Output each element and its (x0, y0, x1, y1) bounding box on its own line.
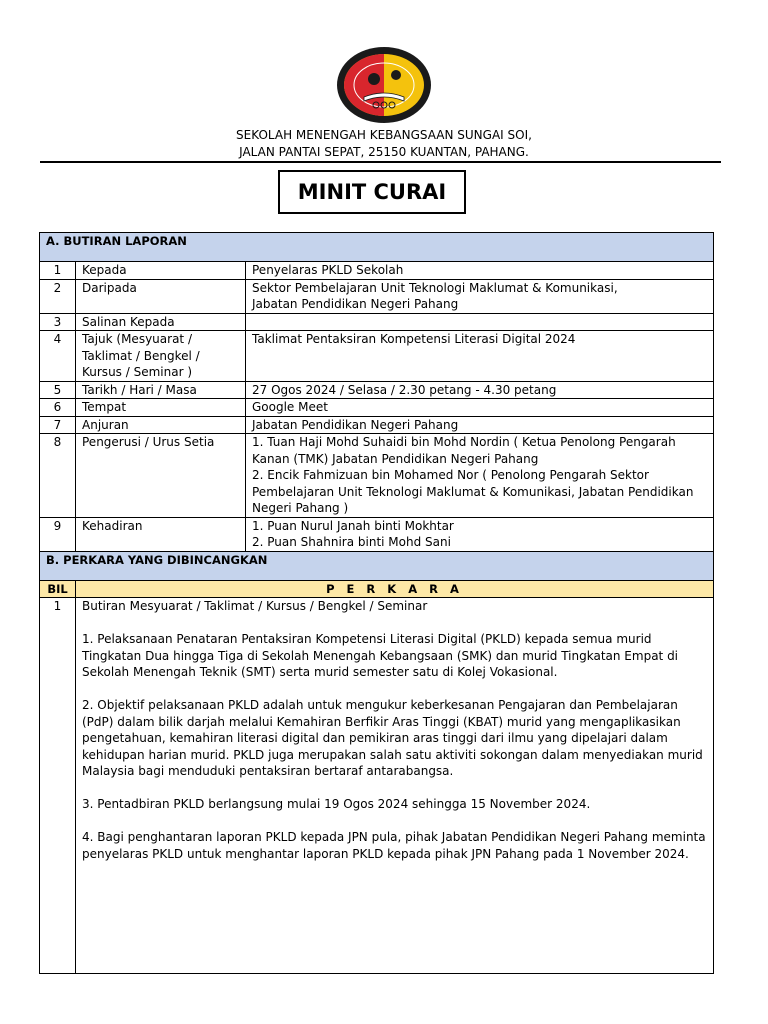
report-row-no: 8 (40, 434, 76, 518)
report-row-value-line: Taklimat Pentaksiran Kompetensi Literasi Digital 2024 (252, 332, 576, 346)
perkara-content (76, 598, 714, 974)
col-bil-header: BIL (40, 580, 76, 598)
report-row-label: Daripada (76, 279, 246, 313)
header-divider (40, 161, 721, 163)
perkara-paragraph-1: 1. Pelaksanaan Penataran Pentaksiran Kompetensi Literasi Digital (PKLD) kepada semua murid Tingkatan Dua hingga Tiga di Sekolah Menengah Kebangsaan (SMK) dan murid Tingkatan Empat di Sekolah Menengah Teknik (SMT) serta murid semester satu di Kolej Vokasional. (82, 632, 679, 679)
report-row (40, 331, 714, 382)
report-row-value (246, 399, 714, 417)
report-row (40, 416, 714, 434)
report-row (40, 262, 714, 280)
report-row-value (246, 279, 714, 313)
report-row (40, 517, 714, 551)
report-row-value (246, 517, 714, 551)
report-row-no: 6 (40, 399, 76, 417)
report-row-value (246, 331, 714, 382)
school-logo (334, 45, 434, 125)
school-name: SEKOLAH MENENGAH KEBANGSAAN SUNGAI SOI, (236, 128, 532, 142)
school-address: JALAN PANTAI SEPAT, 25150 KUANTAN, PAHANG. (239, 145, 529, 159)
report-row-value-line: Sektor Pembelajaran Unit Teknologi Maklumat & Komunikasi, (252, 280, 618, 295)
report-row-no: 3 (40, 313, 76, 331)
perkara-paragraph-4: 4. Bagi penghantaran laporan PKLD kepada JPN pula, pihak Jabatan Pendidikan Negeri Pahang meminta penyelaras PKLD untuk menghantar laporan PKLD kepada pihak JPN Pahang pada 1 November 2024. (82, 830, 706, 861)
report-row-value-line: 1. Tuan Haji Mohd Suhaidi bin Mohd Nordin ( Ketua Penolong Pengarah Kanan (TMK) Jabatan Pendidikan Negeri Pahang (252, 435, 676, 466)
perkara-row (40, 598, 714, 974)
report-row-value (246, 381, 714, 399)
report-row-label: Kepada (76, 262, 246, 280)
report-row (40, 279, 714, 313)
report-row-value-line: 2. Encik Fahmizuan bin Mohamed Nor ( Penolong Pengarah Sektor Pembelajaran Unit Teknologi Maklumat & Komunikasi, Jabatan Pendidikan Negeri Pahang ) (252, 468, 694, 515)
report-row-label: Tempat (76, 399, 246, 417)
section-a-heading: A. BUTIRAN LAPORAN (40, 233, 714, 262)
report-row-no: 2 (40, 279, 76, 313)
report-row-no: 1 (40, 262, 76, 280)
report-row-no: 4 (40, 331, 76, 382)
minit-table (39, 232, 714, 974)
report-row-value-line: Jabatan Pendidikan Negeri Pahang (252, 297, 459, 311)
report-row-value-line: 1. Puan Nurul Janah binti Mokhtar (252, 518, 454, 533)
report-row-value (246, 416, 714, 434)
report-row-no: 9 (40, 517, 76, 551)
report-row-label: Tarikh / Hari / Masa (76, 381, 246, 399)
report-row (40, 434, 714, 518)
report-row-no: 5 (40, 381, 76, 399)
section-a-heading-row (40, 233, 714, 262)
perkara-header-row (40, 580, 714, 598)
report-row-value (246, 262, 714, 280)
report-row-value (246, 313, 714, 331)
section-b-heading: B. PERKARA YANG DIBINCANGKAN (40, 551, 714, 580)
section-b-heading-row (40, 551, 714, 580)
report-row-value-line: Google Meet (252, 400, 328, 414)
report-row-label: Tajuk (Mesyuarat / Taklimat / Bengkel / Kursus / Seminar ) (76, 331, 246, 382)
perkara-no: 1 (40, 598, 76, 974)
report-row-value-line: Penyelaras PKLD Sekolah (252, 263, 404, 277)
report-row (40, 399, 714, 417)
report-row-value-line: 27 Ogos 2024 / Selasa / 2.30 petang - 4.30 petang (252, 382, 557, 397)
report-row-value (246, 434, 714, 518)
perkara-paragraph-2: 2. Objektif pelaksanaan PKLD adalah untuk mengukur keberkesanan Pengajaran dan Pembelajaran (PdP) dalam bilik darjah melalui Kemahiran Berfikir Aras Tinggi (KBAT) murid yang mengaplikasikan pengetahuan, kemahiran literasi digital dan pemikiran aras tinggi dari ilmu yang dipelajari dalam kehidupan harian murid. PKLD juga merupakan salah satu aktiviti sokongan dalam menyediakan murid Malaysia bagi menduduki pentaksiran bertaraf antarabangsa. (82, 698, 703, 778)
report-row-label: Salinan Kepada (76, 313, 246, 331)
report-row-no: 7 (40, 416, 76, 434)
report-row (40, 381, 714, 399)
report-row (40, 313, 714, 331)
report-row-label: Pengerusi / Urus Setia (76, 434, 246, 518)
perkara-paragraph-3: 3. Pentadbiran PKLD berlangsung mulai 19 Ogos 2024 sehingga 15 November 2024. (82, 797, 591, 811)
report-row-value-line: 2. Puan Shahnira binti Mohd Sani (252, 535, 451, 549)
report-row-label: Kehadiran (76, 517, 246, 551)
document-title: MINIT CURAI (278, 170, 466, 214)
report-row-value-line: Jabatan Pendidikan Negeri Pahang (252, 417, 459, 432)
perkara-title: Butiran Mesyuarat / Taklimat / Kursus / Bengkel / Seminar (82, 599, 428, 613)
report-row-label: Anjuran (76, 416, 246, 434)
col-perkara-header: P E R K A R A (76, 580, 714, 598)
